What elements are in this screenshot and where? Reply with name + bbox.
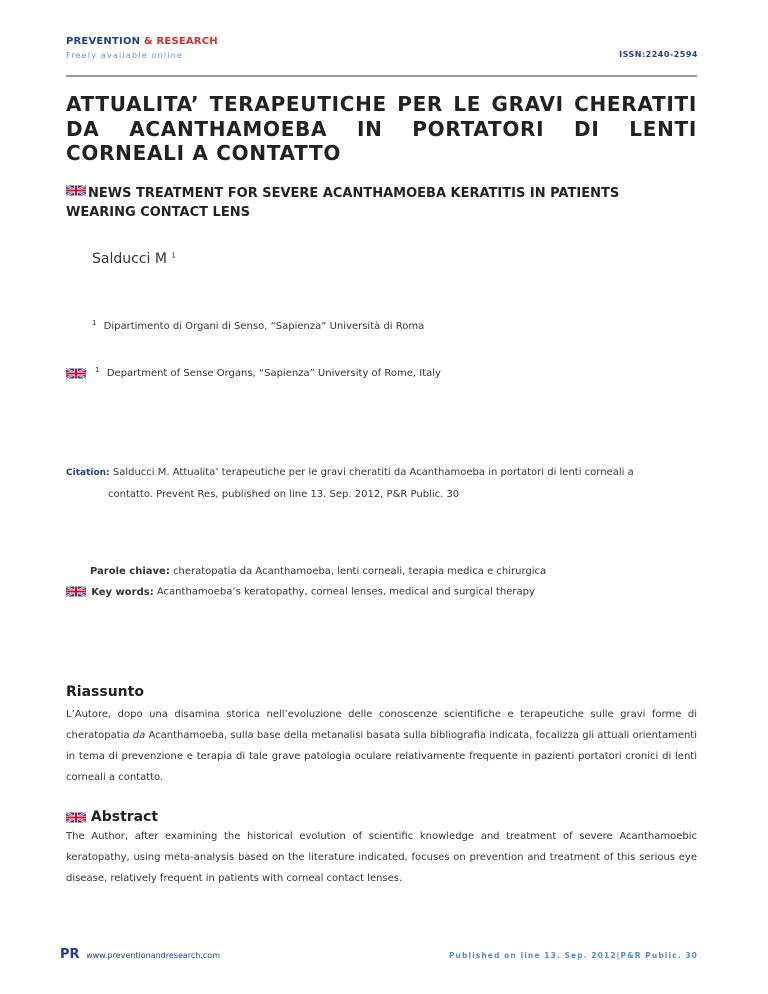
keywords-it — [90, 566, 546, 577]
author-name: Salducci M — [92, 251, 167, 267]
keywords-it-text: cheratopatia da Acanthamoeba, lenti corneali, terapia medica e chirurgica — [173, 566, 547, 577]
affiliation-it-sup: 1 — [92, 319, 97, 327]
author-sup: 1 — [171, 251, 176, 260]
keywords-en — [66, 585, 535, 598]
abstract-text: The Author, after examining the historical evolution of scientific knowledge and treatment of severe Acanthamoebic keratopathy, using meta-analysis based on the literature indicated, focuses on prevention and treatment of this serious eye disease, relatively frequent in patients with corneal contact lenses. — [66, 831, 697, 884]
affiliation-it-text: Dipartimento di Organi di Senso, “Sapienza” Università di Roma — [103, 321, 425, 333]
keywords-en-label: Key words: — [91, 586, 154, 598]
citation-label: Citation: — [66, 468, 110, 478]
title-it: ATTUALITA’ TERAPEUTICHE PER LE GRAVI CHERATITI DA ACANTHAMOEBA IN PORTATORI DI LENTI CORNEALI A CONTATTO — [66, 92, 697, 165]
riassunto-heading: Riassunto — [66, 684, 144, 700]
author — [92, 251, 176, 267]
footer-logo: PR — [60, 947, 80, 962]
uk-flag-icon — [66, 585, 86, 598]
footer-website[interactable]: www.preventionandresearch.com — [86, 951, 220, 960]
journal-logo — [66, 36, 218, 47]
uk-flag-icon — [66, 367, 86, 380]
keywords-it-label: Parole chiave: — [90, 566, 170, 577]
header-rule — [66, 75, 697, 77]
uk-flag-icon — [66, 811, 86, 824]
title-en-block — [66, 184, 666, 222]
affiliation-en — [66, 366, 441, 380]
keywords-en-text: Acanthamoeba’s keratopathy, corneal lenses, medical and surgical therapy — [156, 586, 535, 598]
title-en: NEWS TREATMENT FOR SEVERE ACANTHAMOEBA KERATITIS IN PATIENTS WEARING CONTACT LENS — [66, 186, 620, 220]
affiliation-it — [92, 319, 424, 332]
riassunto-part1: L’Autore, dopo una disamina storica nell’evoluzione delle conoscenze scientifiche e terapeutiche sulle gravi forme di cheratopatia — [66, 709, 697, 741]
affiliation-en-sup: 1 — [95, 366, 100, 374]
citation — [66, 462, 706, 505]
footer-published: Published on line 13. Sep. 2012|P&R Public. 30 — [448, 951, 698, 960]
riassunto-italic: da — [132, 730, 146, 741]
citation-author: Salducci M. — [112, 467, 170, 478]
footer-left — [60, 947, 220, 962]
abstract-heading-block — [66, 809, 158, 825]
logo-amp: & RESEARCH — [143, 36, 218, 47]
uk-flag-icon — [66, 184, 86, 197]
citation-line2: contatto. Prevent Res, published on line 13. Sep. 2012, P&R Public. 30 — [108, 489, 460, 500]
affiliation-en-text: Department of Sense Organs, “Sapienza” University of Rome, Italy — [106, 368, 441, 380]
riassunto-text — [66, 704, 697, 788]
issn: ISSN:2240-2594 — [619, 50, 698, 59]
logo-text: PREVENTION — [66, 36, 141, 47]
citation-line1: Attualita’ terapeutiche per le gravi cheratiti da Acanthamoeba in portatori di lenti corneali a — [172, 467, 634, 478]
abstract-heading: Abstract — [90, 809, 159, 825]
tagline: Freely available online — [66, 51, 184, 60]
riassunto-part2: Acanthamoeba, sulla base della metanalisi basata sulla bibliografia indicata, focalizza gli attuali orientamenti in tema di prevenzione e terapia di tale grave patologia oculare relativamente frequente in pazienti portatori cronici di lenti corneali a contatto. — [66, 730, 698, 783]
